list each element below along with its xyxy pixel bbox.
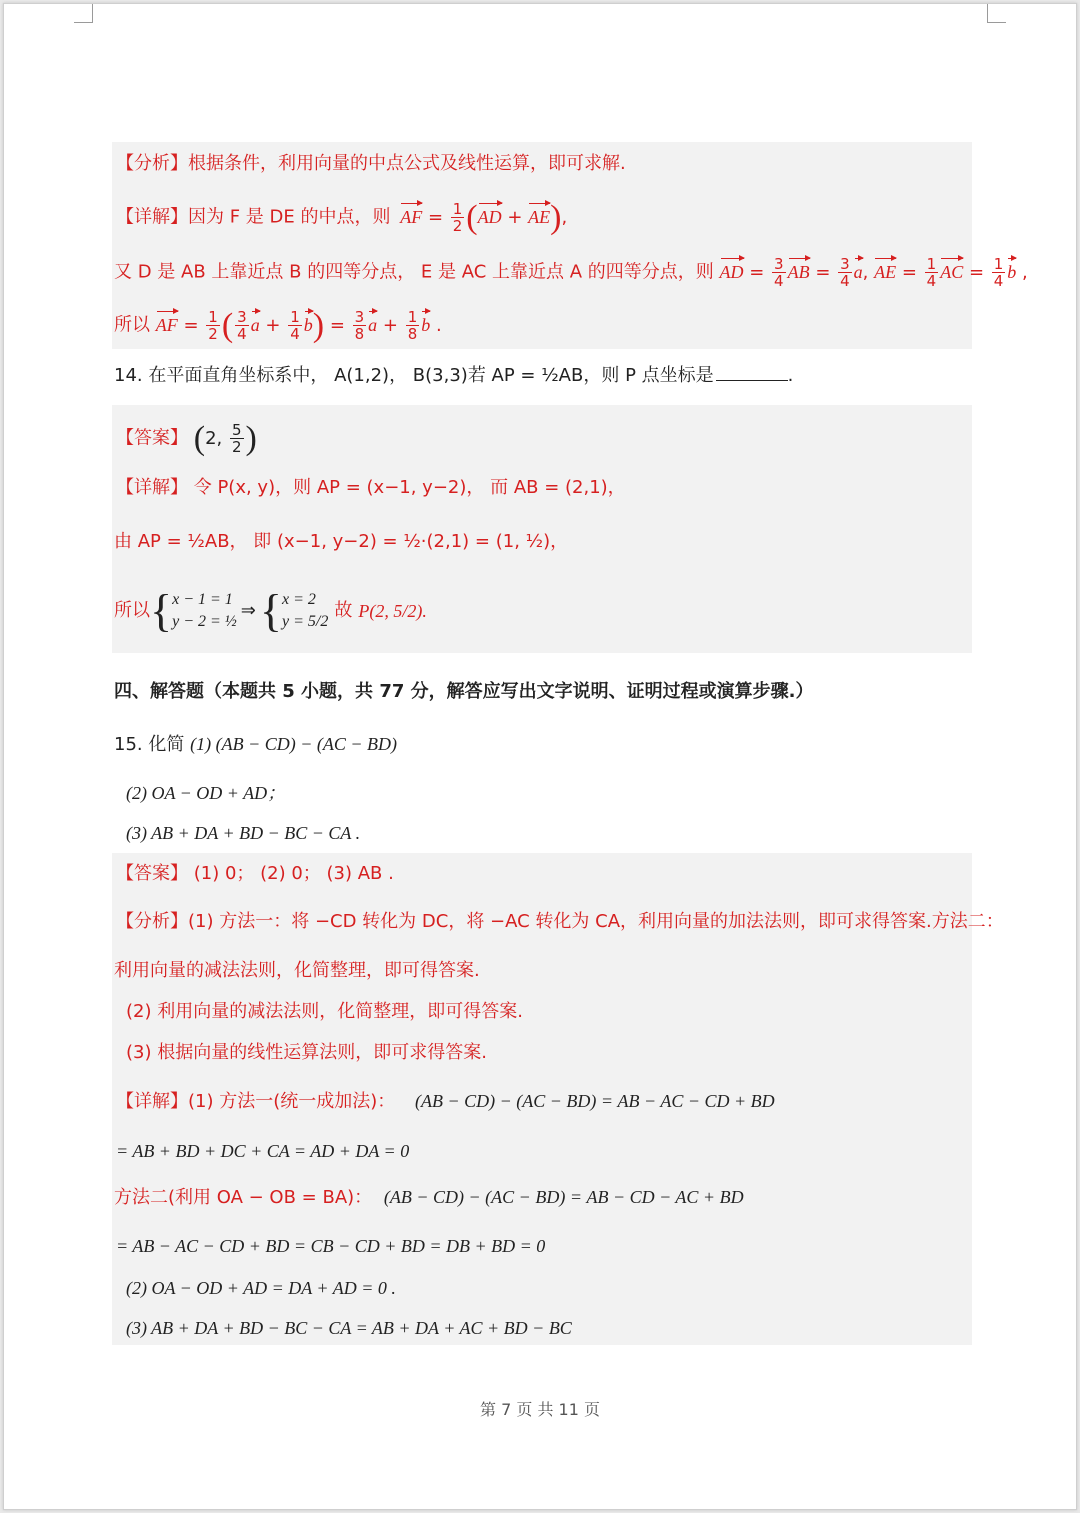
q15-part3: (3) AB + DA + BD − BC − CA . [126, 823, 361, 843]
q15-part2: (2) OA − OD + AD； [126, 783, 286, 803]
q14-detail-line3: 所以 { x − 1 = 1 y − 2 = ½ ⇒ { x = 2 y = 5/2 故 P(2, 5/2). [114, 585, 427, 636]
q15-analysis-4: (3) 根据向量的线性运算法则，即可求得答案. [126, 1042, 487, 1063]
q14-stem: 14. 在平面直角坐标系中， A(1,2)， B(3,3)若 AP = ½AB，则 P 点坐标是 . [114, 365, 794, 386]
q15-answer: 【答案】 (1) 0； (2) 0； (3) AB . [116, 863, 394, 884]
left-brace: { [259, 585, 282, 636]
document-page [3, 3, 1077, 1510]
q15-detail-4: = AB − AC − CD + BD = CB − CD + BD = DB + BD = 0 [116, 1236, 546, 1256]
q15-analysis-3: (2) 利用向量的减法法则，化简整理，即可得答案. [126, 1001, 523, 1022]
page-footer: 第 7 页 共 11 页 [480, 1400, 600, 1419]
q14-answer: 【答案】 (2, $\frac{5}{2}$ ) [116, 419, 257, 457]
q15-analysis-2: 利用向量的减法法则，化简整理，即可得答案. [114, 960, 480, 981]
crop-mark-top-right [987, 4, 1006, 23]
crop-mark-top-left [74, 4, 93, 23]
left-brace: { [150, 585, 173, 636]
q13-detail-line4: 所以 AF = $\frac{1}{2}$ ( $\frac{3}{4}$ a + $\frac{1}{4}$ b) = $\frac{3}{8}$ a + $\frac{1}{8}$ b . [114, 306, 442, 344]
q15-detail-3: 方法二(利用 OA − OB = BA)： (AB − CD) − (AC − BD) = AB − CD − AC + BD [114, 1187, 744, 1208]
q13-detail-line3: 又 D 是 AB 上靠近点 B 的四等分点， E 是 AC 上靠近点 A 的四等分点，则 AD = $\frac{3}{4}$ AB = $\frac{3}{4}$ a, AE = $\frac{1}{4}$ AC = $\frac{1}{4}$ b , [114, 255, 1028, 290]
q15-analysis: 【分析】(1) 方法一：将 −CD 转化为 DC，将 −AC 转化为 CA，利用向量的加法法则，即可求得答案.方法二： [116, 911, 1004, 932]
q15-detail-1: 【详解】(1) 方法一(统一成加法)： (AB − CD) − (AC − BD) = AB − AC − CD + BD [116, 1091, 775, 1112]
q15-stem: 15. 化简 (1) (AB − CD) − (AC − BD) [114, 734, 398, 755]
q14-detail-line2: 由 AP = ½AB， 即 (x−1, y−2) = ½·(2,1) = (1, ½)， [114, 531, 569, 552]
q15-detail-2: = AB + BD + DC + CA = AD + DA = 0 [116, 1141, 410, 1161]
q15-detail-6: (3) AB + DA + BD − BC − CA = AB + DA + AC + BD − BC [126, 1318, 572, 1338]
q15-detail-5: (2) OA − OD + AD = DA + AD = 0 . [126, 1278, 396, 1298]
q13-detail: 【详解】因为 F 是 DE 的中点，则 AF = $\frac{1}{2}$ (AD + AE), [116, 198, 568, 236]
answer-blank [716, 380, 788, 381]
section-heading: 四、解答题（本题共 5 小题，共 77 分，解答应写出文字说明、证明过程或演算步骤.） [114, 681, 814, 702]
q13-analysis: 【分析】根据条件，利用向量的中点公式及线性运算，即可求解. [116, 153, 626, 174]
q14-detail: 【详解】 令 P(x, y)，则 AP = (x−1, y−2)， 而 AB = (2,1)， [116, 477, 626, 498]
